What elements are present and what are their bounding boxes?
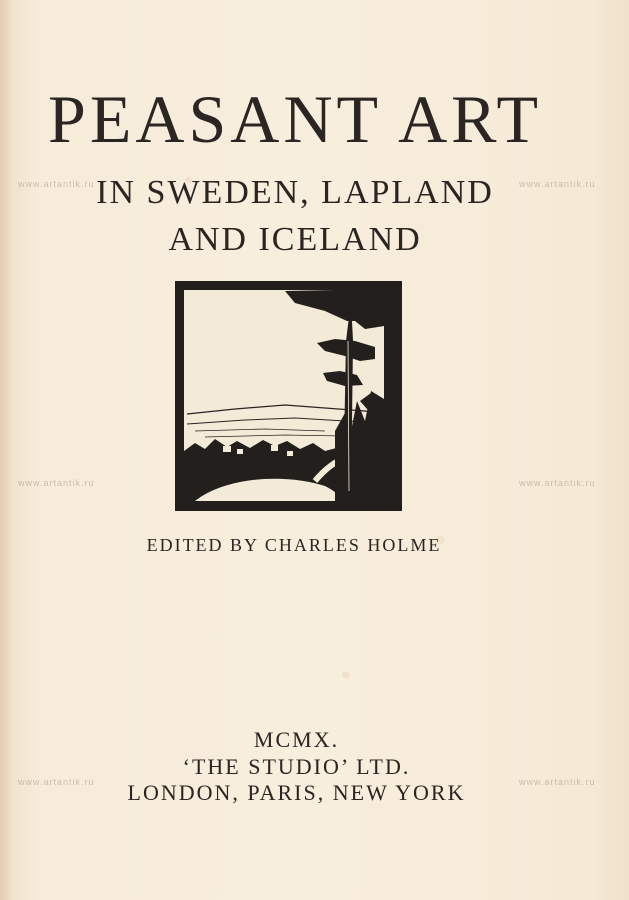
publication-year: MCMX. [253,727,340,752]
publisher-name: ‘THE STUDIO’ LTD. [182,754,411,779]
watermark: www.artantik.ru [18,777,95,787]
watermark: www.artantik.ru [519,478,596,488]
editor-credit: EDITED BY CHARLES HOLME [146,535,442,555]
book-subtitle-line-1: IN SWEDEN, LAPLAND [96,174,494,211]
watermark: www.artantik.ru [519,179,596,189]
watermark: www.artantik.ru [18,478,95,488]
watermark: www.artantik.ru [519,777,596,787]
publication-cities: LONDON, PARIS, NEW YORK [127,780,466,805]
book-subtitle-line-2: AND ICELAND [168,221,422,258]
watermark: www.artantik.ru [18,179,95,189]
landscape-woodcut-icon [175,281,402,511]
book-title: PEASANT ART [48,81,542,157]
